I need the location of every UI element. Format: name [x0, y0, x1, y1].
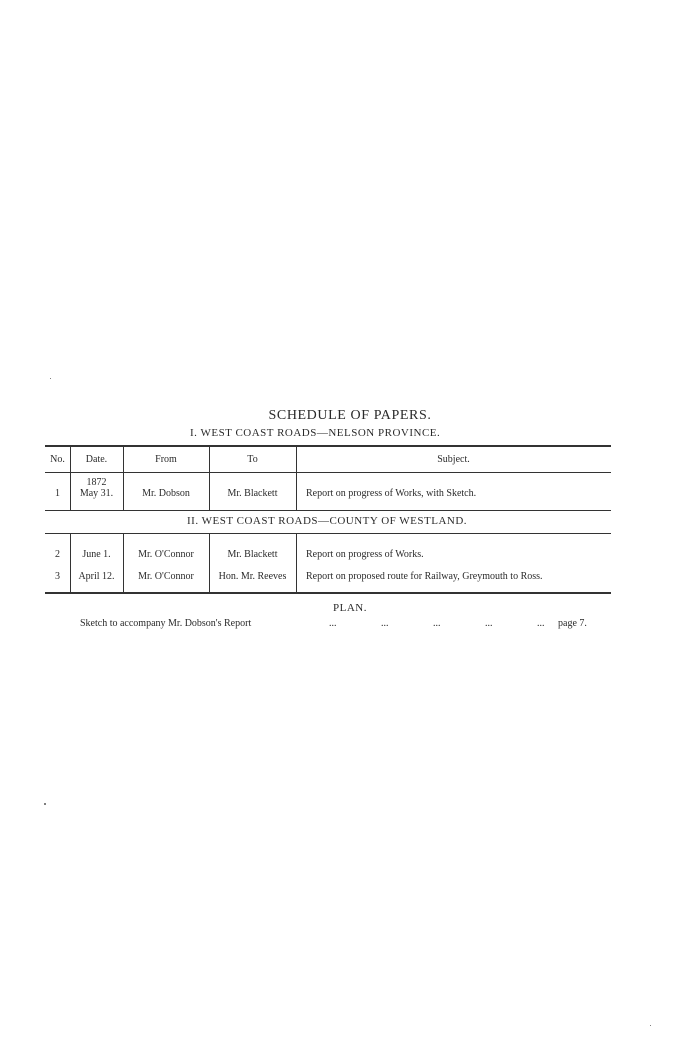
plan-leader: ...: [381, 618, 389, 629]
section-heading-nelson: I. WEST COAST ROADS—NELSON PROVINCE.: [190, 427, 441, 439]
col-divider-no-2: [70, 533, 71, 592]
plan-heading: PLAN.: [333, 602, 367, 614]
plan-item: Sketch to accompany Mr. Dobson's Report: [80, 618, 252, 629]
row-3-subject: Report on proposed route for Railway, Greymouth to Ross.: [306, 571, 543, 582]
section1-bottom-rule: [45, 510, 611, 511]
row-2-no: 2: [55, 549, 60, 560]
header-to: To: [247, 454, 258, 465]
col-divider-date-2: [123, 533, 124, 592]
row-3-to: Hon. Mr. Reeves: [218, 571, 287, 582]
plan-leader: ...: [485, 618, 493, 629]
row-3-from: Mr. O'Connor: [138, 571, 194, 582]
row-2-to: Mr. Blackett: [227, 549, 278, 560]
row-1-subject: Report on progress of Works, with Sketch.: [306, 488, 477, 499]
paper-speck: [650, 1025, 651, 1026]
col-divider-from-2: [209, 533, 210, 592]
row-1-from: Mr. Dobson: [142, 488, 190, 499]
table-top-rule: [45, 445, 611, 447]
section-heading-westland: II. WEST COAST ROADS—COUNTY OF WESTLAND.: [187, 515, 468, 527]
row-1-to: Mr. Blackett: [227, 488, 278, 499]
year-label: 1872: [86, 477, 107, 488]
plan-page-ref: page 7.: [558, 618, 587, 629]
header-date: Date.: [85, 454, 108, 465]
section2-top-rule: [45, 533, 611, 534]
schedule-title: SCHEDULE OF PAPERS.: [268, 408, 432, 423]
plan-leader: ...: [537, 618, 545, 629]
plan-leader: ...: [433, 618, 441, 629]
paper-speck: [50, 378, 51, 379]
row-1-date: May 31.: [79, 488, 114, 499]
row-2-subject: Report on progress of Works.: [306, 549, 424, 560]
paper-speck: [44, 803, 46, 805]
plan-leader: ...: [329, 618, 337, 629]
row-2-date: June 1.: [82, 549, 111, 560]
header-rule: [45, 472, 611, 473]
header-no: No.: [50, 454, 65, 465]
row-3-date: April 12.: [78, 571, 115, 582]
row-2-from: Mr. O'Connor: [138, 549, 194, 560]
col-divider-to-2: [296, 533, 297, 592]
header-from: From: [155, 454, 177, 465]
row-3-no: 3: [55, 571, 60, 582]
row-1-no: 1: [55, 488, 60, 499]
table-bottom-rule: [45, 592, 611, 594]
header-subject: Subject.: [437, 454, 470, 465]
